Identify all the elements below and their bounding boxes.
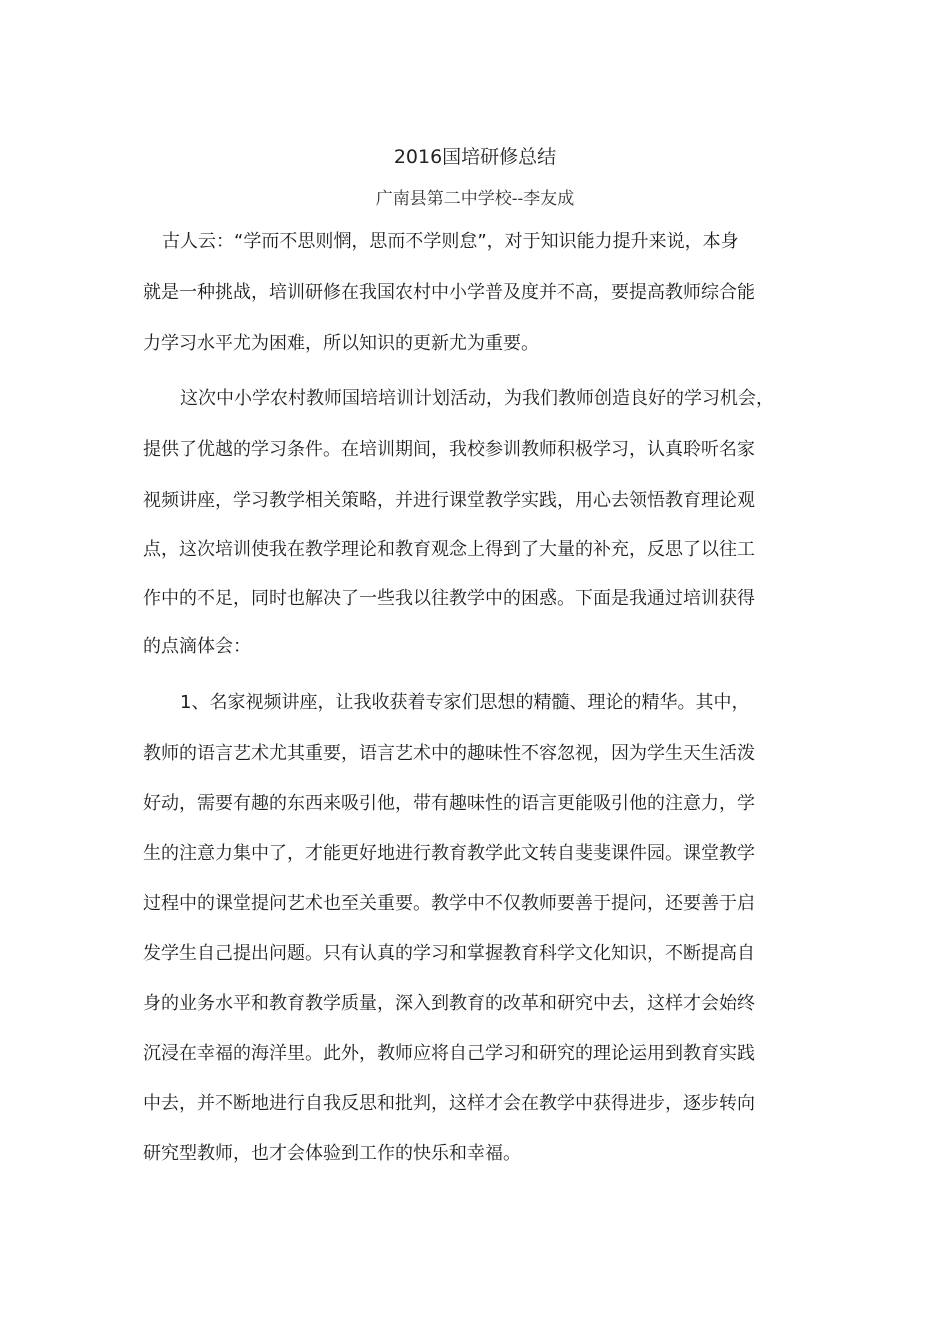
paragraph-3-line-5: 过程中的课堂提问艺术也至关重要。教学中不仅教师要善于提问，还要善于启 [143,893,755,914]
paragraph-3-line-7: 身的业务水平和教育教学质量，深入到教育的改革和研究中去，这样才会始终 [143,993,755,1014]
paragraph-2-line-2: 提供了优越的学习条件。在培训期间，我校参训教师积极学习，认真聆听名家 [143,439,755,460]
paragraph-3-line-3: 好动，需要有趣的东西来吸引他，带有趣味性的语言更能吸引他的注意力，学 [143,793,755,814]
paragraph-2-line-5: 作中的不足，同时也解决了一些我以往教学中的困惑。下面是我通过培训获得 [143,588,755,609]
paragraph-3-line-6: 发学生自己提出问题。只有认真的学习和掌握教育科学文化知识，不断提高自 [143,943,755,964]
document-subtitle: 广南县第二中学校--李友成 [375,189,575,209]
paragraph-1-line-1: 古人云：“学而不思则惘，思而不学则怠”，对于知识能力提升来说，本身 [162,231,739,252]
paragraph-1-line-2: 就是一种挑战，培训研修在我国农村中小学普及度并不高，要提高教师综合能 [143,282,755,303]
paragraph-3-line-1: 1、名家视频讲座，让我收获着专家们思想的精髓、理论的精华。其中， [180,692,750,713]
paragraph-2-line-6: 的点滴体会： [143,636,251,657]
paragraph-3-line-4: 生的注意力集中了，才能更好地进行教育教学此文转自斐斐课件园。课堂教学 [143,843,755,864]
paragraph-1-line-3: 力学习水平尤为困难，所以知识的更新尤为重要。 [143,333,539,354]
paragraph-3-line-10: 研究型教师，也才会体验到工作的快乐和幸福。 [143,1143,521,1164]
paragraph-3-line-8: 沉浸在幸福的海洋里。此外，教师应将自己学习和研究的理论运用到教育实践 [143,1043,755,1064]
paragraph-2-line-1: 这次中小学农村教师国培培训计划活动，为我们教师创造良好的学习机会， [180,388,774,409]
document-title: 2016国培研修总结 [393,146,557,168]
paragraph-2-line-4: 点，这次培训使我在教学理论和教育观念上得到了大量的补充，反思了以往工 [143,539,755,560]
paragraph-2-line-3: 视频讲座，学习教学相关策略，并进行课堂教学实践，用心去领悟教育理论观 [143,490,755,511]
paragraph-3-line-9: 中去，并不断地进行自我反思和批判，这样才会在教学中获得进步，逐步转向 [143,1093,755,1114]
paragraph-3-line-2: 教师的语言艺术尤其重要，语言艺术中的趣味性不容忽视，因为学生天生活泼 [143,743,755,764]
